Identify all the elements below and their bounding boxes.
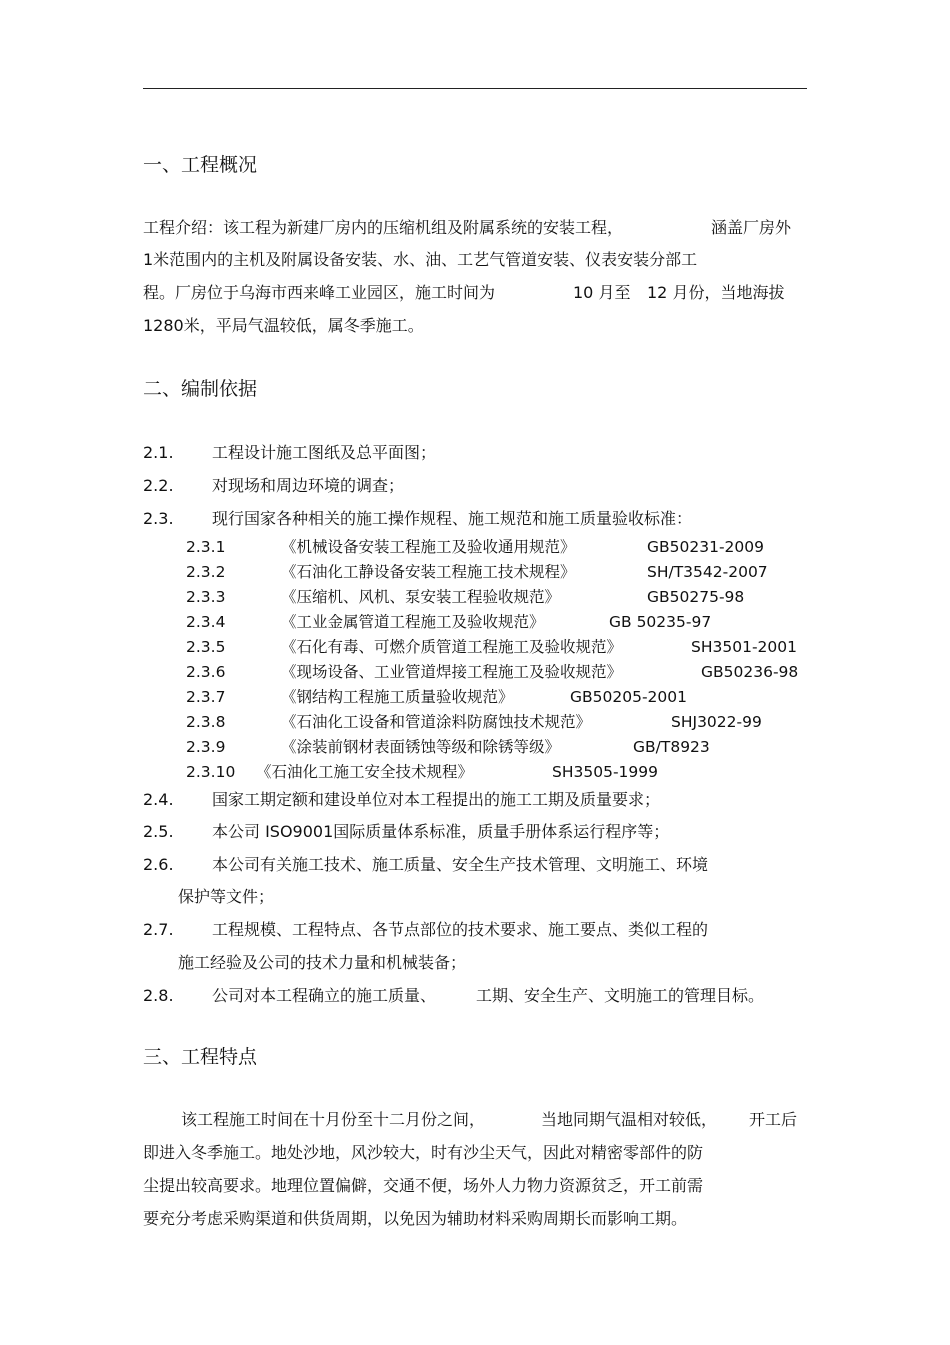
section-3-line-4: 要充分考虑采购渠道和供货周期，以免因为辅助材料采购周期长而影响工期。: [143, 1209, 688, 1228]
standard-title: 《机械设备安装工程施工及验收通用规范》: [281, 538, 576, 556]
standard-number: 2.3.6: [186, 663, 226, 681]
item-number: 2.8.: [143, 986, 174, 1005]
section-1-line-4: 1280米，平局气温较低，属冬季施工。: [143, 316, 424, 335]
item-text: 本公司有关施工技术、施工质量、安全生产技术管理、文明施工、环境: [212, 855, 709, 874]
standard-number: 2.3.9: [186, 738, 226, 756]
section-1-line-3b: 10 月至: [573, 283, 631, 302]
standard-number: 2.3.3: [186, 588, 226, 606]
item-text: 对现场和周边环境的调查；: [212, 476, 405, 495]
item-number: 2.4.: [143, 790, 174, 809]
section-3-line-2: 即进入冬季施工。地处沙地，风沙较大，时有沙尘天气，因此对精密零部件的防: [143, 1143, 704, 1162]
standard-code: SH/T3542-2007: [647, 563, 768, 581]
standard-code: GB50275-98: [647, 588, 745, 606]
standard-number: 2.3.1: [186, 538, 226, 556]
section-3-line-3: 尘提出较高要求。地理位置偏僻，交通不便，场外人力物力资源贫乏，开工前需: [143, 1176, 704, 1195]
item-number: 2.2.: [143, 476, 174, 495]
standard-title: 《现场设备、工业管道焊接工程施工及验收规范》: [281, 663, 623, 681]
standard-title: 《压缩机、风机、泵安装工程验收规范》: [281, 588, 561, 606]
standard-code: GB50236-98: [701, 663, 799, 681]
standard-title: 《涂装前钢材表面锈蚀等级和除锈等级》: [281, 738, 561, 756]
standard-number: 2.3.4: [186, 613, 226, 631]
section-1-line-3c: 12 月份，当地海拔: [647, 283, 785, 302]
header-rule: [143, 88, 807, 89]
standard-title: 《工业金属管道工程施工及验收规范》: [281, 613, 545, 631]
section-1-heading: 一、工程概况: [143, 154, 258, 176]
standard-code: GB/T8923: [633, 738, 710, 756]
item-number: 2.1.: [143, 443, 174, 462]
standard-number: 2.3.7: [186, 688, 226, 706]
standard-title: 《钢结构工程施工质量验收规范》: [281, 688, 514, 706]
standard-code: SH3501-2001: [691, 638, 797, 656]
section-3-heading: 三、工程特点: [143, 1046, 258, 1068]
standard-title: 《石油化工静设备安装工程施工技术规程》: [281, 563, 576, 581]
item-text: 工程规模、工程特点、各节点部位的技术要求、施工要点、类似工程的: [212, 920, 709, 939]
item-number: 2.6.: [143, 855, 174, 874]
section-1-line-3a: 程。厂房位于乌海市西来峰工业园区，施工时间为: [143, 283, 496, 302]
item-text: 工程设计施工图纸及总平面图；: [212, 443, 437, 462]
section-1-line-2: 1米范围内的主机及附属设备安装、水、油、工艺气管道安装、仪表安装分部工: [143, 250, 698, 269]
standard-code: GB50205-2001: [570, 688, 687, 706]
item-text: 本公司 ISO9001国际质量体系标准，质量手册体系运行程序等；: [212, 822, 670, 841]
standard-number: 2.3.5: [186, 638, 226, 656]
item-text-continued: 工期、安全生产、文明施工的管理目标。: [476, 986, 765, 1005]
standard-title: 《石化有毒、可燃介质管道工程施工及验收规范》: [281, 638, 623, 656]
item-text: 公司对本工程确立的施工质量、: [212, 986, 437, 1005]
standard-code: GB 50235-97: [609, 613, 712, 631]
standard-code: SHJ3022-99: [671, 713, 762, 731]
item-number: 2.3.: [143, 509, 174, 528]
standard-title: 《石油化工施工安全技术规程》: [256, 763, 474, 781]
standard-title: 《石油化工设备和管道涂料防腐蚀技术规范》: [281, 713, 592, 731]
item-continuation: 施工经验及公司的技术力量和机械装备；: [178, 953, 467, 972]
standard-code: SH3505-1999: [552, 763, 658, 781]
item-number: 2.5.: [143, 822, 174, 841]
section-1-line-1a: 工程介绍：该工程为新建厂房内的压缩机组及附属系统的安装工程，: [143, 218, 624, 237]
section-3-line-1b: 当地同期气温相对较低，: [541, 1110, 718, 1129]
item-text: 现行国家各种相关的施工操作规程、施工规范和施工质量验收标准：: [212, 509, 693, 528]
item-continuation: 保护等文件；: [178, 887, 275, 906]
section-3-line-1a: 该工程施工时间在十月份至十二月份之间，: [181, 1110, 486, 1129]
section-3-line-1c: 开工后: [749, 1110, 798, 1129]
standard-code: GB50231-2009: [647, 538, 764, 556]
standard-number: 2.3.2: [186, 563, 226, 581]
section-2-heading: 二、编制依据: [143, 378, 258, 400]
item-number: 2.7.: [143, 920, 174, 939]
standard-number: 2.3.10: [186, 763, 236, 781]
item-text: 国家工期定额和建设单位对本工程提出的施工工期及质量要求；: [212, 790, 661, 809]
section-1-line-1b: 涵盖厂房外: [711, 218, 792, 237]
standard-number: 2.3.8: [186, 713, 226, 731]
